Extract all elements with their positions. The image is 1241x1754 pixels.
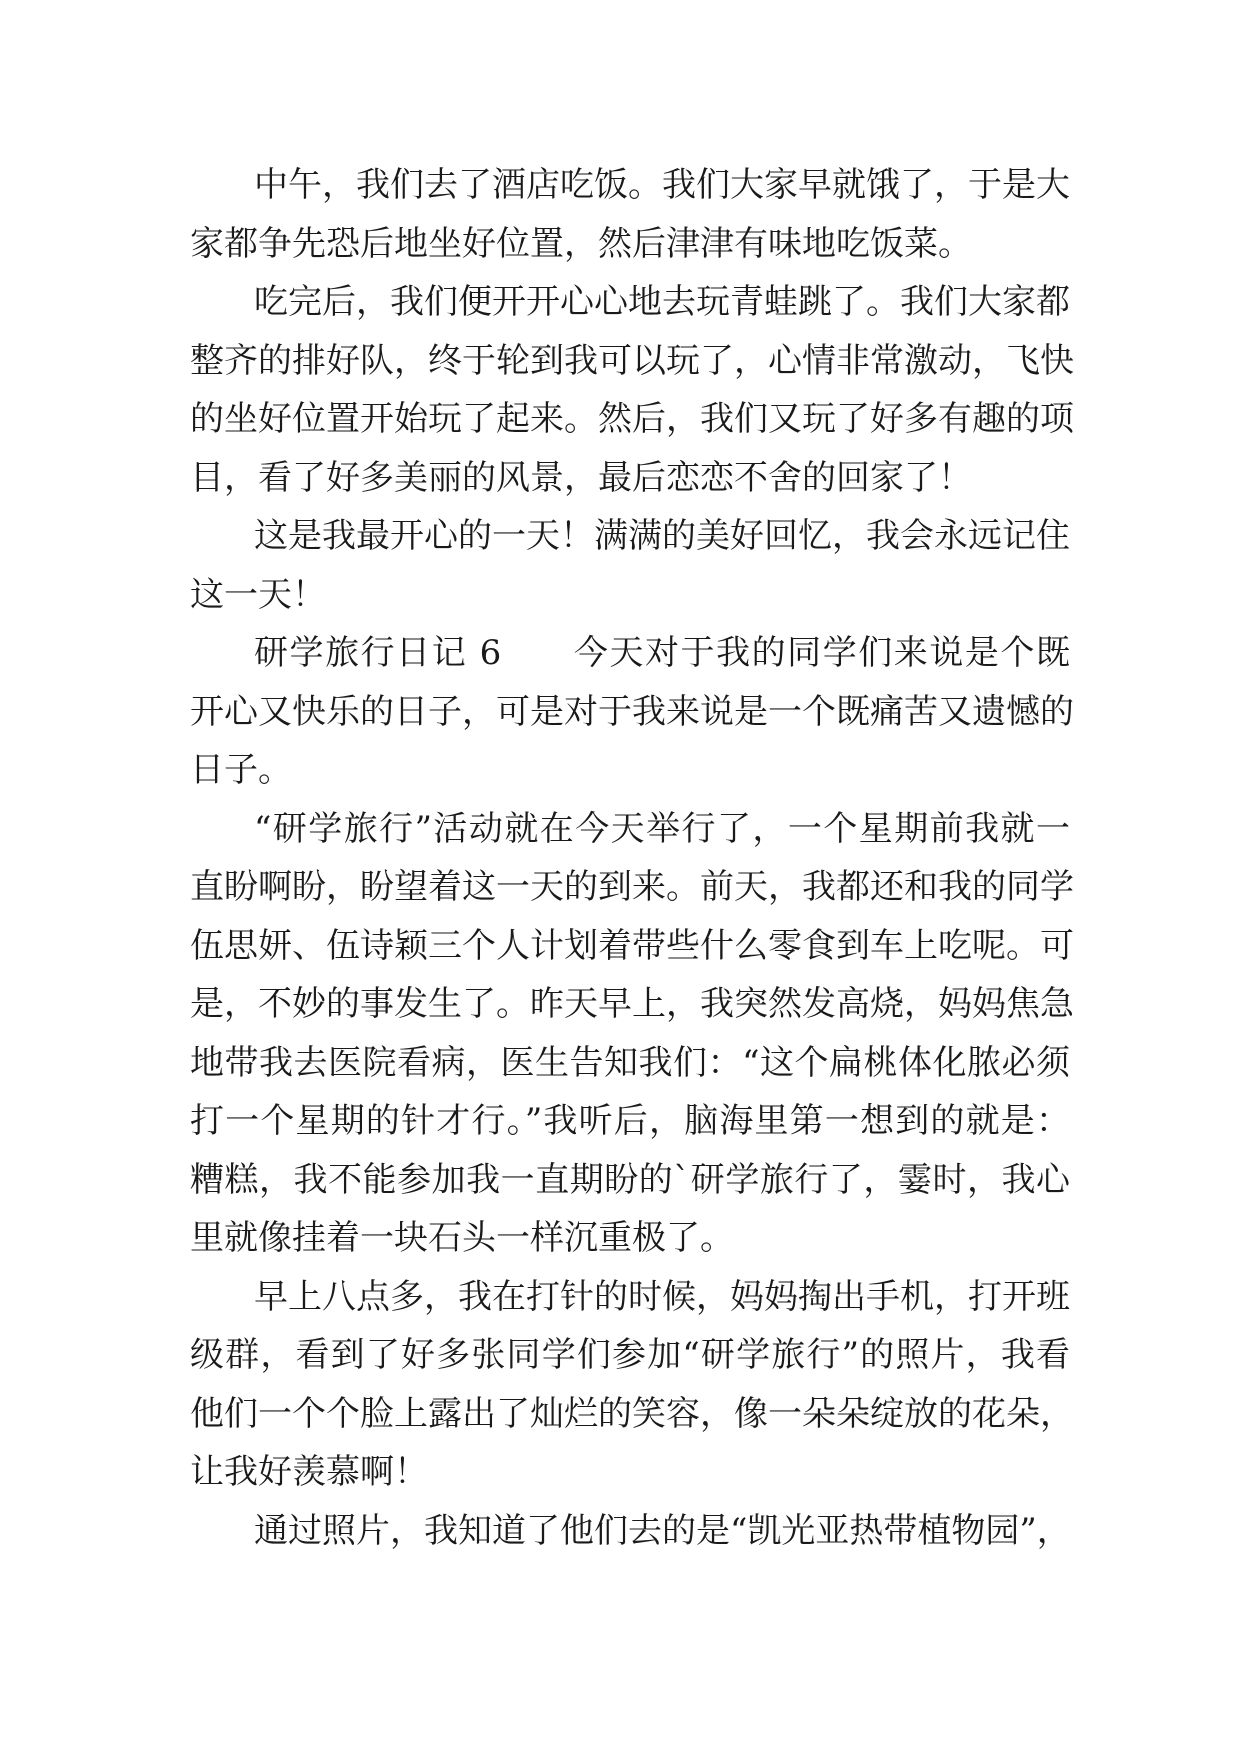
paragraph-4-line-1: 研学旅行日记 6 今天对于我的同学们来说是个既 (254, 633, 1070, 673)
paragraph-2-line-4: 目，看了好多美丽的风景，最后恋恋不舍的回家了！ (190, 457, 972, 498)
paragraph-5-line-5: 地带我去医院看病，医生告知我们：“这个扁桃体化脓必须 (190, 1042, 1070, 1083)
paragraph-6-line-3: 他们一个个脸上露出了灿烂的笑容，像一朵朵绽放的花朵， (190, 1393, 1074, 1434)
paragraph-5-line-1: “研学旅行”活动就在今天举行了，一个星期前我就一 (254, 808, 1070, 849)
paragraph-3-line-1: 这是我最开心的一天！满满的美好回忆，我会永远记住 (254, 516, 1070, 556)
paragraph-5-line-8: 里就像挂着一块石头一样沉重极了。 (190, 1218, 734, 1258)
paragraph-5-line-3: 伍思妍、伍诗颖三个人计划着带些什么零食到车上吃呢。可 (190, 925, 1074, 966)
paragraph-4-line-2: 开心又快乐的日子，可是对于我来说是一个既痛苦又遗憾的 (190, 691, 1074, 732)
paragraph-6-line-1: 早上八点多，我在打针的时候，妈妈掏出手机，打开班 (254, 1276, 1070, 1317)
paragraph-2-line-3: 的坐好位置开始玩了起来。然后，我们又玩了好多有趣的项 (190, 399, 1074, 439)
paragraph-5-line-6: 打一个星期的针才行。”我听后，脑海里第一想到的就是： (190, 1101, 1070, 1141)
paragraph-5-line-2: 直盼啊盼，盼望着这一天的到来。前天，我都还和我的同学 (190, 867, 1074, 907)
paragraph-5-line-7: 糟糕，我不能参加我一直期盼的`研学旅行了，霎时，我心 (190, 1159, 1070, 1200)
paragraph-6-line-4: 让我好羡慕啊！ (190, 1452, 428, 1492)
document-body (190, 156, 1074, 1560)
paragraph-1-line-1: 中午，我们去了酒店吃饭。我们大家早就饿了，于是大 (254, 165, 1070, 205)
paragraph-2-line-1: 吃完后，我们便开开心心地去玩青蛙跳了。我们大家都 (254, 282, 1070, 322)
paragraph-5-line-4: 是，不妙的事发生了。昨天早上，我突然发高烧，妈妈焦急 (190, 984, 1074, 1024)
paragraph-3-line-2: 这一天！ (190, 574, 326, 615)
paragraph-6-line-2: 级群，看到了好多张同学们参加“研学旅行”的照片，我看 (190, 1335, 1070, 1375)
paragraph-2-line-2: 整齐的排好队，终于轮到我可以玩了，心情非常激动，飞快 (190, 340, 1074, 381)
paragraph-7-line-1: 通过照片，我知道了他们去的是“凯光亚热带植物园”， (254, 1510, 1071, 1551)
paragraph-4-line-3: 日子。 (190, 750, 292, 790)
paragraph-1-line-2: 家都争先恐后地坐好位置，然后津津有味地吃饭菜。 (190, 223, 972, 264)
